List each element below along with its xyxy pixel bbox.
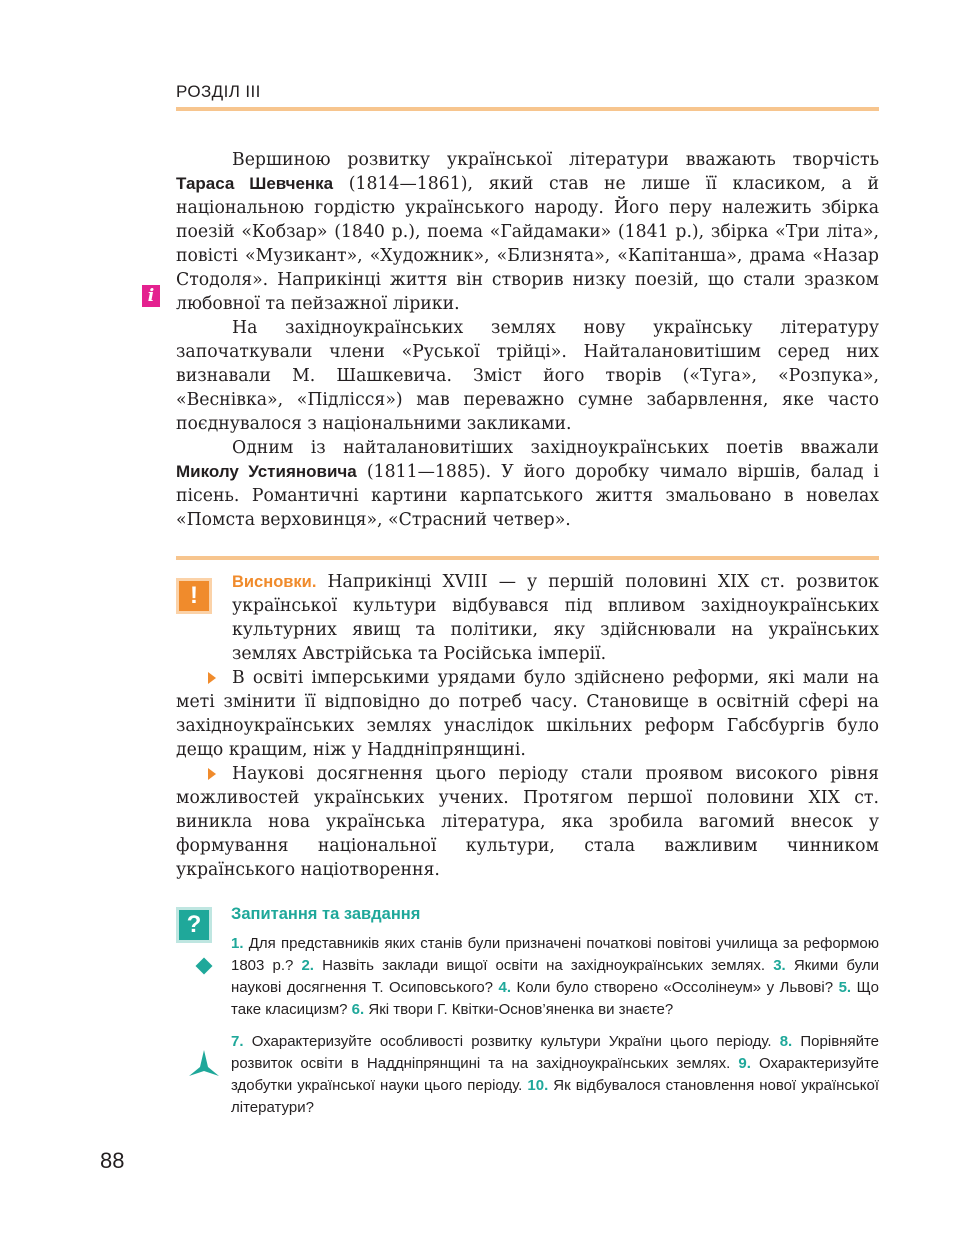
- question-number: 4.: [498, 979, 512, 996]
- conclusions-label: Висновки.: [232, 573, 317, 591]
- question-icon: ?: [176, 907, 212, 943]
- bold-name-shevchenko: Тараса Шевченка: [176, 174, 334, 193]
- conclusions-block: [176, 570, 879, 882]
- paragraph-ruska-triitsia: На західноукраїнських землях нову українську літературу започаткували члени «Руської трійці». Найталановитішим серед них визнавали М. Шашкевича. Зміст його творів («Туга», «Розпука», «Веснівка», «Підлісся») мав переважно сумне забарвлення, яке часто поєднувалося з національними закликами.: [176, 318, 879, 434]
- arrow-right-icon: [208, 768, 216, 780]
- question-number: 9.: [738, 1055, 751, 1072]
- questions-group-basic: [231, 933, 879, 1021]
- question-text: Як відбувалося становлення нової української літератури?: [231, 1077, 879, 1116]
- header-divider: [176, 107, 879, 111]
- question-number: 5.: [838, 979, 852, 996]
- question-number: 6.: [351, 1001, 365, 1018]
- questions-group-advanced: [231, 1031, 879, 1119]
- question-number: 8.: [779, 1033, 793, 1050]
- conclusions-intro: Висновки. Наприкінці XVIII — у першій половині XIX ст. розвиток української культури відбувався під впливом західноукраїнських культурних явищ та політики, яку здійснювали на українських землях Австрійська та Російська імперії.: [232, 572, 879, 664]
- question-text: Для представників яких станів були призначені початкові повітові училища за реформою 1803 р.?: [231, 935, 879, 974]
- question-number: 1.: [231, 935, 244, 952]
- question-text: Якими були наукові досягнення Т. Осиповського?: [231, 957, 879, 996]
- bold-name-ustyianovych: Миколу Устияновича: [176, 462, 357, 481]
- questions-block: [231, 903, 879, 1119]
- paragraph-shevchenko: Вершиною розвитку української літератури вважають творчість Тараса Шевченка (1814—1861), який став не лише її класиком, а й національною гордістю українського народу. Його перу належить збірка поезій «Кобзар» (1840 р.), поема «Гайдамаки» (1841 р.), збірка «Три літа», повісті «Музикант», «Художник», «Близнята», «Капітанша», драма «Назар Стодоля». Наприкінці життя він створив низку поезій, що стали зразком любовної та пейзажної лірики.: [176, 150, 879, 314]
- question-text: Назвіть заклади вищої освіти на західноукраїнських землях.: [313, 957, 774, 974]
- question-text: Які твори Г. Квітки-Основ’яненка ви знаєте?: [364, 1001, 674, 1018]
- page-number: 88: [100, 1148, 125, 1173]
- advanced-level-icon: [189, 1050, 219, 1076]
- info-icon: i: [142, 285, 160, 307]
- question-number: 2.: [301, 957, 314, 974]
- diamond-icon: [196, 958, 213, 975]
- section-label: РОЗДІЛ ІІІ: [176, 82, 261, 101]
- question-number: 7.: [231, 1033, 244, 1050]
- question-text: Що таке класицизм?: [231, 979, 879, 1018]
- conclusions-divider: [176, 556, 879, 560]
- question-text: Охарактеризуйте здобутки української науки цього періоду.: [231, 1055, 879, 1094]
- exclamation-icon: !: [176, 578, 212, 614]
- question-text: Охарактеризуйте особливості розвитку культури України цього періоду.: [243, 1033, 780, 1050]
- question-text: Порівняйте розвиток освіти в Наддніпрянщині та на західноукраїнських землях.: [231, 1033, 879, 1072]
- question-number: 3.: [773, 957, 786, 974]
- conclusion-bullet: В освіті імперськими урядами було здійснено реформи, які мали на меті змінити її відповідно до потреб часу. Становище в освітній сфері на західноукраїнських землях унаслідок шкільних реформ Габсбургів було дещо кращим, ніж у Наддніпрянщині.: [176, 668, 879, 760]
- question-text: Коли було створено «Оссолінеум» у Львові?: [511, 979, 839, 996]
- conclusion-bullet: Наукові досягнення цього періоду стали проявом високого рівня можливостей українських учених. Протягом першої половини XIX ст. виникла нова українська література, яка зробила вагомий внесок у формування національної культури, стала важливим чинником українського націотворення.: [176, 764, 879, 880]
- arrow-right-icon: [208, 672, 216, 684]
- questions-title: Запитання та завдання: [231, 905, 421, 923]
- question-number: 10.: [527, 1077, 549, 1094]
- paragraph-ustyianovych: Одним із найталановитіших західноукраїнських поетів вважали Миколу Устияновича (1811—1885). У його доробку чимало віршів, балад і пісень. Романтичні картини карпатського життя змальовано в новелах «Помста верховинця», «Страсний четвер».: [176, 438, 879, 530]
- main-text: [176, 148, 879, 532]
